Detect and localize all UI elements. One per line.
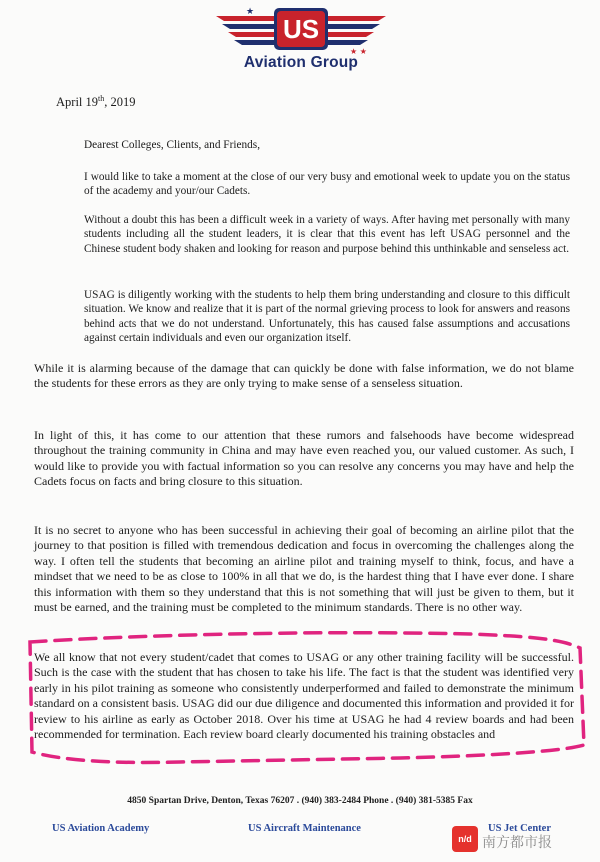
logo-company-name: Aviation Group [243, 54, 359, 71]
watermark-text: 南方都市报 [482, 835, 552, 851]
paragraph-3: USAG is diligently working with the students to help them bring understanding and closure to this difficult situation. We know and realize that it is part of the normal grieving process to look for answers and reasons behind acts that we do not understand. Unfortunately, this has caused false assumptions and accusations against certain individuals and even our organization itself. [84, 289, 570, 344]
footer-us-aircraft-maintenance: US Aircraft Maintenance [248, 823, 361, 834]
logo-letters: US [282, 14, 320, 44]
watermark-logo-icon: n/d [452, 826, 478, 852]
paragraph-7-highlighted: We all know that not every student/cadet that comes to USAG or any other training facility will be successful. Such is the case with the student that has chosen to take his life. The fact is that the student was identified very early in his pilot training as someone who consistently underperformed and failed to demonstrate the minimum standard on a consistent basis. USAG did our due diligence and documented this information and provided it for review to his airline as early as October 2018. Over his time at USAG he had 4 review boards and had been recommended for termination. Each review board clearly documented his training obstacles and [34, 650, 574, 742]
footer-us-jet-center: US Jet Center [488, 823, 551, 834]
paragraph-4: While it is alarming because of the damage that can quickly be done with false information, we do not blame the students for these errors as they are only trying to make sense of a senseless situation. [34, 361, 574, 391]
paragraph-2: Without a doubt this has been a difficult week in a variety of ways. After having met personally with many students including all the student leaders, it is clear that this event has left USAG personnel and the Chinese student body shaken and looking for reason and purpose behind this unthinkable and senseless act. [84, 214, 570, 255]
footer-address: 4850 Spartan Drive, Denton, Texas 76207 . (940) 383-2484 Phone . (940) 381-5385 Fax [127, 796, 473, 806]
letter-date: April 19th, 2019 [56, 94, 136, 110]
salutation: Dearest Colleges, Clients, and Friends, [84, 139, 261, 151]
footer-us-aviation-academy: US Aviation Academy [52, 823, 150, 834]
paragraph-1: I would like to take a moment at the close of our very busy and emotional week to update you on the status of the academy and your/our Cadets. [84, 171, 570, 198]
paragraph-5: In light of this, it has come to our attention that these rumors and falsehoods have become widespread throughout the training community in China and may have even reached you, our valued customer. As such, I would like to provide you with factual information so you can resolve any concerns you may have and help the Cadets focus on facts and bring closure to this situation. [34, 428, 574, 489]
svg-text:★: ★ [246, 7, 255, 17]
paragraph-6: It is no secret to anyone who has been successful in achieving their goal of becoming an airline pilot that the journey to that position is filled with tremendous dedication and focus in overcoming the challenges along the way. I often tell the students that becoming an airline pilot and training myself to think, focus, and have a mindset that we need to be as close to 100% in all that we do, is the hardest thing that I have ever done. I share this information with them so they understand that this is not something that will just be given to them, but it must be earned, and the training must be completed to the minimum standards. There is no other way. [34, 523, 574, 615]
svg-text:★ ★: ★ ★ [350, 47, 367, 56]
